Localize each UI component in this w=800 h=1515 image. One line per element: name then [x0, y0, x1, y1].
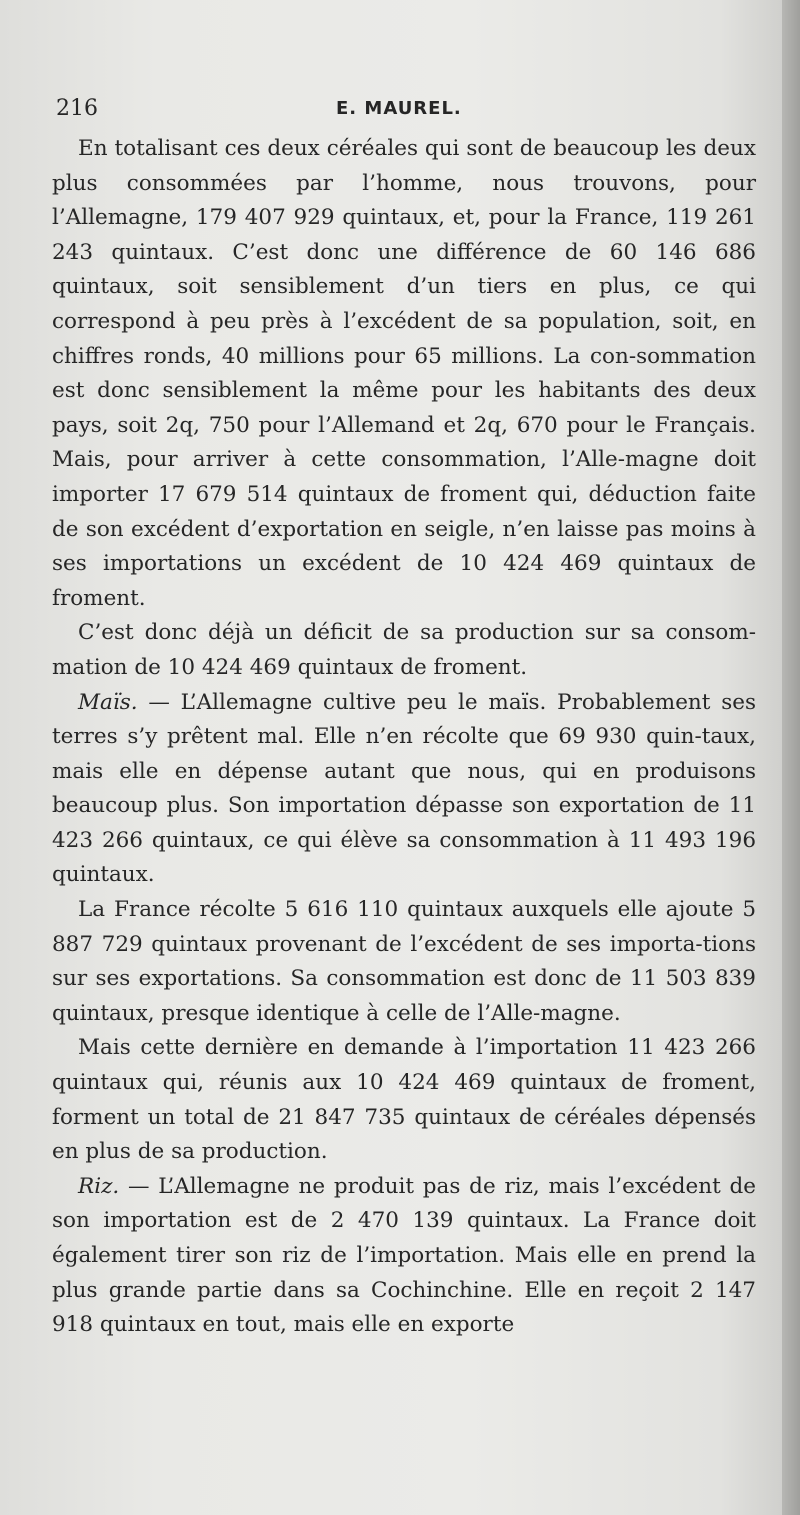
page-edge-shadow — [782, 0, 800, 1515]
paragraph-text: C’est donc déjà un déficit de sa production sur sa consom-mation de 10 424 469 quintaux de froment. — [52, 620, 756, 680]
paragraph-wheat-deficit — [52, 616, 756, 685]
paragraph-text: — L’Allemagne ne produit pas de riz, mais l’excédent de son importation est de 2 470 139 quintaux. La France doit également tirer son riz de l’importation. Mais elle en prend la plus grande partie dans sa Cochinchine. Elle en reçoit 2 147 918 quintaux en tout, mais elle en exporte — [52, 1173, 756, 1338]
section-lead-mais: Maïs. — [78, 689, 138, 715]
page-header — [56, 96, 752, 124]
running-head: E. MAUREL. — [336, 98, 462, 119]
paragraph-text: En totalisant ces deux céréales qui sont de beaucoup les deux plus consommées par l’homme, nous trouvons, pour l’Allemagne, 179 407 929 quintaux, et, pour la France, 119 261 243 quintaux. C’est donc une différence de 60 146 686 quintaux, soit sensiblement d’un tiers en plus, ce qui correspond à peu près à l’excédent de sa population, soit, en chiffres ronds, 40 millions pour 65 millions. La con-sommation est donc sensiblement la même pour les habitants des deux pays, soit 2q, 750 pour l’Allemand et 2q, 670 pour le Français. Mais, pour arriver à cette consommation, l’Alle-magne doit importer 17 679 514 quintaux de froment qui, déduction faite de son excédent d’exportation en seigle, n’en laisse pas moins à ses importations un excédent de 10 424 469 quintaux de froment. — [52, 136, 756, 611]
paragraph-text: Mais cette dernière en demande à l’importation 11 423 266 quintaux qui, réunis aux 10 424 469 quintaux de froment, forment un total de 21 847 735 quintaux de céréales dépensés en plus de sa production. — [52, 1035, 756, 1165]
paragraph-france-mais — [52, 893, 756, 1031]
paragraph-text: — L’Allemagne cultive peu le maïs. Probablement ses terres s’y prêtent mal. Elle n’en récolte que 69 930 quin-taux, mais elle en dépense autant que nous, qui en produisons beaucoup plus. Son importation dépasse son exportation de 11 423 266 quintaux, ce qui élève sa consommation à 11 493 196 quintaux. — [52, 689, 756, 888]
paragraph-import-total — [52, 1031, 756, 1169]
body-text — [52, 132, 756, 1343]
paragraph-mais — [52, 686, 756, 894]
section-lead-riz: Riz. — [78, 1173, 120, 1199]
paragraph-text: La France récolte 5 616 110 quintaux auxquels elle ajoute 5 887 729 quintaux provenant de l’excédent de ses importa-tions sur ses exportations. Sa consommation est donc de 11 503 839 quintaux, presque identique à celle de l’Alle-magne. — [52, 897, 756, 1026]
page-number: 216 — [56, 96, 98, 121]
paragraph-cereal-totals — [52, 132, 756, 616]
paragraph-riz — [52, 1170, 756, 1343]
